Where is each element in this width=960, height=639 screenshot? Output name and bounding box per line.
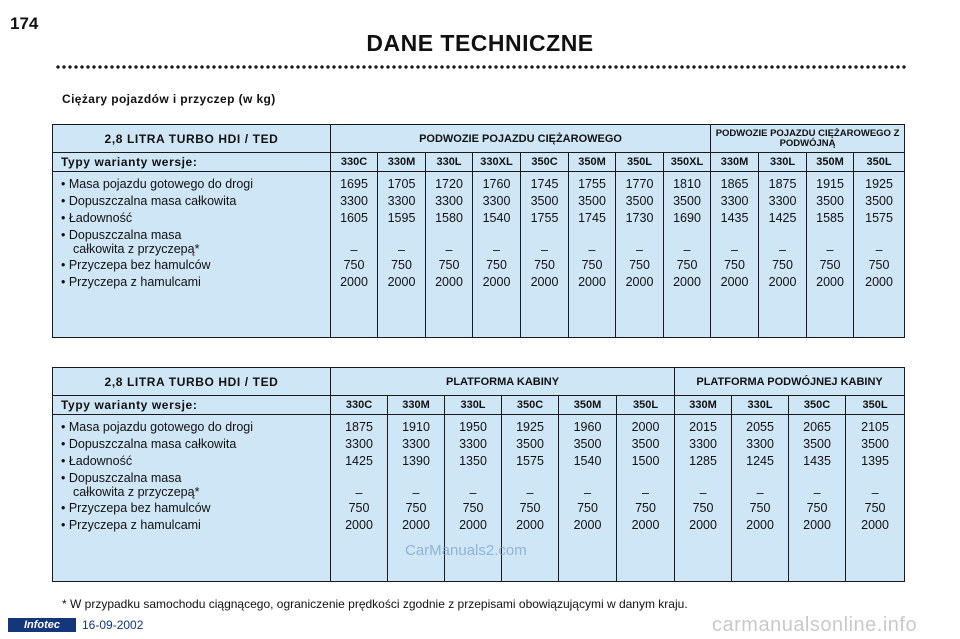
engine-header: 2,8 LITRA TURBO HDI / TED — [53, 125, 331, 153]
cell-value: – — [469, 486, 477, 500]
cell-value: 750 — [724, 258, 745, 272]
cell-value: 2000 — [768, 275, 797, 289]
value-column — [675, 415, 732, 582]
variant-header: 350L — [846, 396, 905, 415]
variants-label: Typy warianty wersje: — [53, 153, 331, 172]
variant-header: 330M — [711, 153, 759, 172]
cell-value: 1720 — [435, 177, 463, 191]
row-label — [61, 227, 330, 257]
cell-value: 2000 — [803, 518, 831, 532]
cell-value: 1500 — [631, 454, 660, 468]
group-header: PLATFORMA KABINY — [331, 368, 675, 396]
cell-value: 2105 — [861, 420, 889, 434]
cell-value: 3500 — [865, 194, 893, 208]
cell-value: 750 — [534, 258, 555, 272]
cell-value: 1960 — [573, 420, 602, 434]
cell-value: 3500 — [578, 194, 606, 208]
variant-header: 350M — [807, 153, 854, 172]
page-number: 174 — [10, 14, 39, 33]
variants-label: Typy warianty wersje: — [53, 396, 331, 415]
cell-value: 750 — [438, 258, 460, 272]
cell-value: 1695 — [340, 177, 368, 191]
cell-value: – — [445, 243, 453, 257]
cell-value: – — [412, 486, 420, 500]
variant-header: 330M — [388, 396, 445, 415]
cell-value: 3300 — [482, 194, 511, 208]
value-column — [711, 172, 759, 338]
cell-value: 3300 — [387, 194, 416, 208]
cell-value: 2000 — [673, 275, 701, 289]
value-column — [616, 172, 664, 338]
cell-value: – — [584, 486, 591, 500]
weights-table-chassis — [52, 124, 905, 338]
cell-value: 3300 — [402, 437, 430, 451]
cell-value: 1390 — [402, 454, 430, 468]
variant-header: 330M — [675, 396, 732, 415]
cell-value: 750 — [577, 501, 598, 515]
cell-value: 2000 — [573, 518, 602, 532]
cell-value: 2000 — [625, 275, 654, 289]
value-column — [664, 172, 711, 338]
cell-value: 1925 — [865, 177, 893, 191]
row-label-line: • Dopuszczalna masa — [61, 471, 182, 485]
cell-value: 3500 — [530, 194, 559, 208]
page-title: DANE TECHNICZNE — [366, 30, 594, 56]
cell-value: 1595 — [387, 211, 416, 225]
cell-value: – — [642, 486, 649, 500]
cell-value: 2000 — [861, 518, 889, 532]
cell-value: 3300 — [768, 194, 797, 208]
variant-header: 330L — [759, 153, 807, 172]
cell-value: – — [779, 243, 786, 257]
cell-value: 2000 — [402, 518, 430, 532]
row-label-line: całkowita z przyczepą* — [73, 242, 200, 256]
cell-value: – — [398, 243, 405, 257]
row-label: • Ładowność — [61, 211, 133, 225]
row-label: • Dopuszczalna masa całkowita — [61, 437, 237, 451]
cell-value: – — [699, 486, 707, 500]
cell-value: 1575 — [865, 211, 893, 225]
infotec-logo: Infotec — [8, 618, 76, 632]
cell-value: 3500 — [803, 437, 831, 451]
cell-value: 3300 — [340, 194, 368, 208]
watermark: CarManuals2.com — [405, 542, 527, 559]
cell-value: 3300 — [459, 437, 487, 451]
cell-value: 1585 — [816, 211, 844, 225]
cell-value: 1245 — [746, 454, 774, 468]
value-column — [807, 172, 854, 338]
variant-header: 330C — [331, 396, 388, 415]
cell-value: 3500 — [573, 437, 602, 451]
cell-value: 750 — [486, 258, 507, 272]
row-label: • Przyczepa z hamulcami — [61, 275, 201, 289]
variant-header: 330L — [426, 153, 473, 172]
cell-value: 1745 — [530, 177, 559, 191]
cell-value: 1435 — [720, 211, 749, 225]
cell-value: – — [350, 243, 358, 257]
cell-value: 2000 — [387, 275, 416, 289]
cell-value: 1575 — [516, 454, 544, 468]
cell-value: 3300 — [345, 437, 373, 451]
cell-value: 3300 — [435, 194, 463, 208]
cell-value: – — [588, 243, 596, 257]
cell-value: 2015 — [689, 420, 717, 434]
cell-value: – — [871, 486, 879, 500]
cell-value: 3500 — [816, 194, 844, 208]
row-label: • Dopuszczalna masa całkowita — [61, 194, 237, 208]
cell-value: 2000 — [530, 275, 559, 289]
row-label: • Masa pojazdu gotowego do drogi — [61, 420, 254, 434]
cell-value: 750 — [692, 501, 714, 515]
cell-value: 1285 — [689, 454, 717, 468]
variant-header: 350L — [854, 153, 905, 172]
row-label: • Przyczepa z hamulcami — [61, 518, 201, 532]
cell-value: 750 — [343, 258, 365, 272]
row-label — [61, 470, 330, 500]
cell-value: – — [813, 486, 821, 500]
cell-value: 1425 — [345, 454, 373, 468]
cell-value: 750 — [868, 258, 890, 272]
cell-value: 3500 — [631, 437, 660, 451]
value-column — [732, 415, 789, 582]
engine-header: 2,8 LITRA TURBO HDI / TED — [53, 368, 331, 396]
value-column — [789, 415, 846, 582]
variant-header: 330XL — [473, 153, 521, 172]
cell-value: – — [636, 243, 643, 257]
cell-value: 2000 — [482, 275, 511, 289]
row-label: • Masa pojazdu gotowego do drogi — [61, 177, 254, 191]
cell-value: 2000 — [459, 518, 487, 532]
value-column — [331, 172, 378, 338]
variant-header: 330M — [378, 153, 426, 172]
cell-value: 2000 — [720, 275, 749, 289]
print-date: 16-09-2002 — [82, 618, 144, 632]
row-label: • Ładowność — [61, 454, 133, 468]
variant-header: 330L — [445, 396, 502, 415]
cell-value: 1395 — [861, 454, 889, 468]
cell-value: – — [526, 486, 534, 500]
cell-value: 750 — [348, 501, 370, 515]
cell-value: 750 — [581, 258, 603, 272]
cell-value: 2000 — [435, 275, 463, 289]
cell-value: 3300 — [689, 437, 717, 451]
cell-value: – — [731, 243, 738, 257]
group-header: PODWOZIE POJAZDU CIĘŻAROWEGO Z PODWÓJNĄ — [711, 125, 905, 153]
cell-value: 750 — [772, 258, 793, 272]
cell-value: 2055 — [746, 420, 774, 434]
cell-value: 3300 — [746, 437, 774, 451]
cell-value: 1605 — [340, 211, 368, 225]
variant-header: 350C — [789, 396, 846, 415]
value-column — [759, 172, 807, 338]
cell-value: 1540 — [573, 454, 602, 468]
table-body — [53, 172, 905, 338]
row-label: • Przyczepa bez hamulców — [61, 501, 211, 515]
variant-header: 350C — [502, 396, 559, 415]
value-column — [426, 172, 473, 338]
cell-value: 3500 — [516, 437, 544, 451]
section-title: Ciężary pojazdów i przyczep (w kg) — [62, 92, 276, 106]
cell-value: 750 — [405, 501, 427, 515]
cell-value: 2000 — [865, 275, 893, 289]
cell-value: 1730 — [625, 211, 654, 225]
value-column — [473, 172, 521, 338]
value-column — [331, 415, 388, 582]
cell-value: 1760 — [482, 177, 511, 191]
cell-value: 750 — [519, 501, 541, 515]
variant-header: 330C — [331, 153, 378, 172]
cell-value: 1580 — [435, 211, 463, 225]
cell-value: 1770 — [625, 177, 654, 191]
cell-value: – — [875, 243, 883, 257]
variant-header: 350C — [521, 153, 569, 172]
cell-value: 2000 — [578, 275, 606, 289]
cell-value: 2000 — [516, 518, 544, 532]
variant-header: 350L — [616, 153, 664, 172]
cell-value: 1745 — [578, 211, 606, 225]
cell-value: – — [683, 243, 691, 257]
cell-value: 3300 — [720, 194, 749, 208]
cell-value: 2000 — [631, 420, 660, 434]
cell-value: 3500 — [673, 194, 701, 208]
cell-value: 2000 — [340, 275, 368, 289]
cell-value: 750 — [629, 258, 650, 272]
row-label-line: • Dopuszczalna masa — [61, 228, 182, 242]
cell-value: 1910 — [402, 420, 430, 434]
cell-value: 750 — [749, 501, 771, 515]
cell-value: 2000 — [816, 275, 844, 289]
group-header: PLATFORMA PODWÓJNEJ KABINY — [675, 368, 905, 396]
cell-value: 1925 — [516, 420, 544, 434]
cell-value: 1350 — [459, 454, 487, 468]
cell-value: 1690 — [673, 211, 701, 225]
dotted-divider — [55, 64, 907, 70]
cell-value: 1915 — [816, 177, 844, 191]
cell-value: 1755 — [530, 211, 559, 225]
cell-value: 750 — [462, 501, 484, 515]
cell-value: – — [355, 486, 363, 500]
cell-value: 1755 — [578, 177, 606, 191]
cell-value: 750 — [676, 258, 698, 272]
value-column — [617, 415, 675, 582]
variant-header: 350M — [569, 153, 616, 172]
cell-value: 2065 — [803, 420, 831, 434]
cell-value: – — [493, 243, 500, 257]
cell-value: 1810 — [673, 177, 701, 191]
row-labels — [53, 415, 331, 582]
cell-value: 750 — [819, 258, 841, 272]
row-label-line: całkowita z przyczepą* — [73, 485, 200, 499]
cell-value: 3500 — [861, 437, 889, 451]
row-labels — [53, 172, 331, 338]
cell-value: 750 — [864, 501, 886, 515]
cell-value: 2000 — [631, 518, 660, 532]
cell-value: 750 — [806, 501, 828, 515]
cell-value: 1425 — [768, 211, 797, 225]
cell-value: 1950 — [459, 420, 487, 434]
value-column — [569, 172, 616, 338]
cell-value: 750 — [391, 258, 412, 272]
footnote: * W przypadku samochodu ciągnącego, ograniczenie prędkości zgodnie z przepisami obowiązującymi w danym kraju. — [62, 597, 688, 611]
variant-header: 350M — [559, 396, 617, 415]
row-label: • Przyczepa bez hamulców — [61, 258, 211, 272]
cell-value: 1875 — [345, 420, 373, 434]
cell-value: 2000 — [345, 518, 373, 532]
value-column — [521, 172, 569, 338]
value-column — [559, 415, 617, 582]
cell-value: 750 — [635, 501, 656, 515]
cell-value: 1705 — [387, 177, 416, 191]
variant-header: 330L — [732, 396, 789, 415]
value-column — [846, 415, 905, 582]
cell-value: – — [541, 243, 548, 257]
cell-value: – — [826, 243, 834, 257]
cell-value: 1875 — [768, 177, 797, 191]
cell-value: 1865 — [720, 177, 749, 191]
site-watermark: carmanualsonline.info — [712, 614, 918, 636]
cell-value: 2000 — [689, 518, 717, 532]
value-column — [378, 172, 426, 338]
cell-value: 1540 — [482, 211, 511, 225]
cell-value: 3500 — [625, 194, 654, 208]
cell-value: – — [756, 486, 764, 500]
group-header: PODWOZIE POJAZDU CIĘŻAROWEGO — [331, 125, 711, 153]
variant-header: 350L — [617, 396, 675, 415]
variant-header: 350XL — [664, 153, 711, 172]
cell-value: 2000 — [746, 518, 774, 532]
value-column — [854, 172, 905, 338]
cell-value: 1435 — [803, 454, 831, 468]
